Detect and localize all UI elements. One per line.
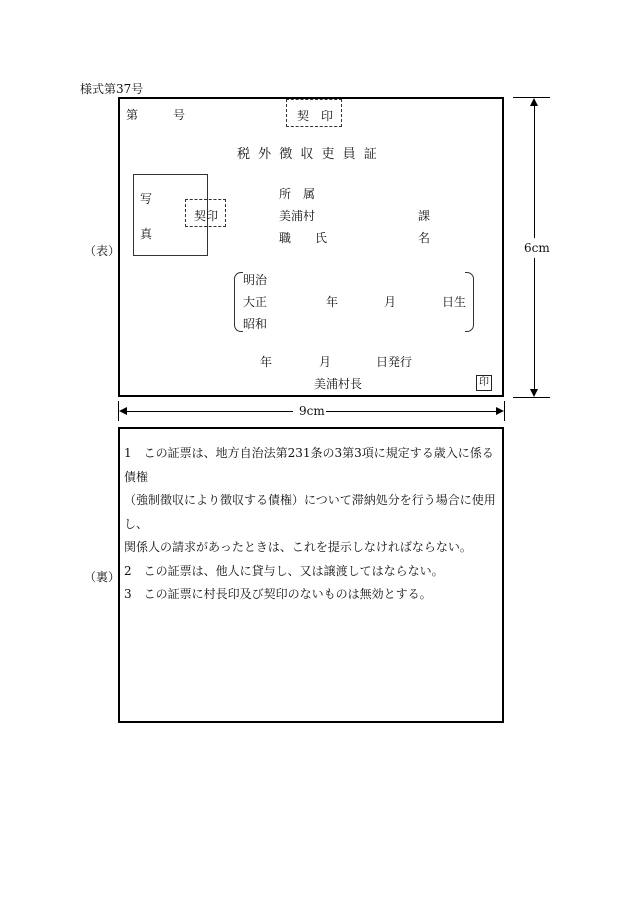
height-line-lower (534, 258, 535, 390)
birth-day-label: 日生 (442, 295, 467, 309)
issue-month-label: 月 (319, 355, 332, 369)
notice-item-1-line-2: （強制徴収により徴収する債権）について滞納処分を行う場合に使用し、 (124, 493, 496, 531)
height-dimension-label: 6cm (524, 241, 550, 255)
seal-photo-label: 契印 (194, 209, 219, 223)
certificate-back (118, 427, 504, 723)
back-side-label: （裏） (84, 570, 121, 584)
mayor-label: 美浦村長 (314, 377, 363, 391)
position-label: 職 氏 (279, 231, 328, 245)
seal-box-top (286, 99, 342, 127)
birthdate-bracket-right (465, 272, 474, 332)
issue-year-label: 年 (260, 355, 273, 369)
card-title: 税 外 徴 収 吏 員 証 (237, 147, 379, 162)
form-number: 様式第37号 (80, 82, 144, 96)
height-arrow-up-icon (530, 98, 538, 106)
section-label: 課 (418, 209, 431, 223)
width-line-right (326, 411, 496, 412)
birth-month-label: 月 (384, 295, 397, 309)
affiliation-label: 所 属 (279, 187, 316, 201)
name-label: 名 (418, 231, 431, 245)
era-taisho: 大正 (243, 295, 268, 309)
birth-year-label: 年 (326, 295, 339, 309)
width-dimension-label: 9cm (299, 404, 325, 418)
height-tick-bottom (513, 397, 550, 398)
notice-item-2: 2 この証票は、他人に貸与し、又は譲渡してはならない。 (124, 563, 444, 578)
seal-top-label: 契 印 (297, 109, 334, 123)
number-suffix: 号 (173, 108, 186, 122)
photo-label-bottom: 真 (140, 227, 153, 241)
village-name: 美浦村 (279, 209, 316, 223)
seal-box-photo (185, 199, 226, 227)
number-prefix: 第 (126, 108, 139, 122)
width-tick-right (504, 401, 505, 421)
height-arrow-down-icon (530, 389, 538, 397)
era-meiji: 明治 (243, 273, 268, 287)
notice-item-1-line-3: 関係人の請求があったときは、これを提示しなければならない。 (124, 540, 472, 554)
certificate-front (118, 97, 504, 397)
width-line-left (126, 411, 293, 412)
height-line-upper (534, 105, 535, 238)
issue-day-label: 日発行 (376, 355, 413, 369)
era-showa: 昭和 (243, 317, 268, 331)
photo-label-top: 写 (140, 192, 153, 206)
width-arrow-right-icon (496, 407, 504, 415)
birthdate-bracket-left (234, 272, 243, 332)
mayor-seal-icon: 印 (476, 375, 492, 391)
notice-item-1-line-1: 1 この証票は、地方自治法第231条の3第3項に規定する歳入に係る債権 (124, 446, 494, 484)
width-arrow-left-icon (119, 407, 127, 415)
front-side-label: （表） (84, 244, 121, 258)
notice-item-3: 3 この証票に村長印及び契印のないものは無効とする。 (124, 587, 432, 601)
